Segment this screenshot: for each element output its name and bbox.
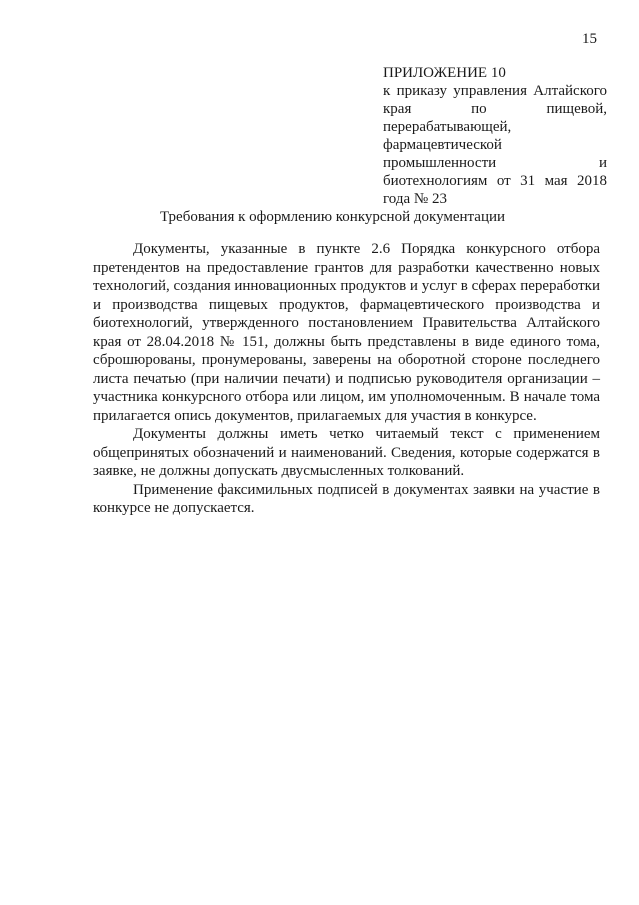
- paragraph: Применение факсимильных подписей в документах заявки на участие в конкурсе не допускается.: [93, 481, 600, 516]
- paragraph: Документы, указанные в пункте 2.6 Порядка конкурсного отбора претендентов на предоставление грантов для разработки качественно новых технологий, создания инновационных продуктов и услуг в сферах переработки и производства пищевых продуктов, фармацевтического производства и биотехнологий, утвержденного постановлением Правительства Алтайского края от 28.04.2018 № 151, должны быть представлены в виде единого тома, сброшюрованы, пронумерованы, заверены на оборотной стороне последнего листа печатью (при наличии печати) и подписью руководителя организации – участника конкурсного отбора или лицом, им уполномоченным. В начале тома прилагается опись документов, прилагаемых для участия в конкурсе.: [93, 241, 600, 424]
- paragraph: Документы должны иметь четко читаемый текст с применением общепринятых обозначений и наименований. Сведения, которые содержатся в заявке, не должны допускать двусмысленных толкований.: [93, 426, 600, 479]
- appendix-reference: к приказу управления Алтайского края по пищевой, перерабатывающей, фармацевтической промышленности и биотехнологиям от 31 мая 2018 года № 23: [383, 83, 607, 207]
- document-title: Требования к оформлению конкурсной документации: [159, 209, 506, 225]
- appendix-block: [383, 64, 607, 208]
- document-body: [93, 240, 600, 518]
- appendix-title: ПРИЛОЖЕНИЕ 10: [383, 65, 506, 81]
- page-number: 15: [582, 31, 597, 47]
